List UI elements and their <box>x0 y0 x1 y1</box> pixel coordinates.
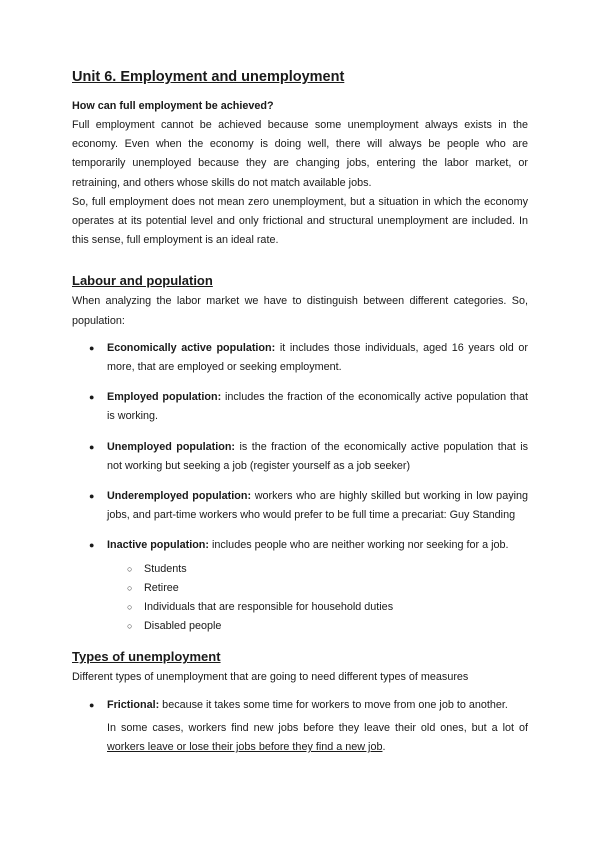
page-title: Unit 6. Employment and unemployment <box>72 69 345 85</box>
list-item-text: it includes those individuals, aged 16 years old or more, that are employed or seeking employment. <box>107 341 528 374</box>
bullet-icon: ● <box>89 392 95 403</box>
labour-intro: When analyzing the labor market we have to distinguish between different categories. So, population: <box>72 295 528 327</box>
bullet-icon: ● <box>89 342 95 353</box>
frictional-followup: In some cases, workers find new jobs before they leave their old ones, but a lot of workers leave or lose their jobs before they find a new job. <box>107 721 528 754</box>
list-item <box>72 438 528 476</box>
list-item <box>72 388 528 426</box>
list-item-text: includes people who are neither working nor seeking for a job. <box>208 539 509 552</box>
list-item-term: Inactive population: <box>107 539 209 552</box>
inactive-sublist <box>107 560 528 637</box>
sub-list-item: ○ Students <box>107 560 528 579</box>
list-item-text: workers who are highly skilled but working in low paying jobs, and part-time workers who would prefer to be full time a precariat: Guy Standing <box>107 490 529 522</box>
list-item-term: Employed population: <box>107 391 222 404</box>
list-item-term: Underemployed population: <box>107 490 252 503</box>
full-employment-para-2: So, full employment does not mean zero unemployment, but a situation in which the economy operates at its potential level and only frictional and structural unemployment are included. In this sense, full employment is an ideal rate. <box>72 195 528 247</box>
types-section <box>72 648 528 757</box>
bullet-icon: ● <box>89 699 95 710</box>
sub-list-item: ○ Individuals that are responsible for household duties <box>107 598 528 617</box>
bullet-icon: ● <box>89 441 95 452</box>
list-item-text: is the fraction of the economically active population that is not working but seeking a job (register yourself as a job seeker) <box>107 440 528 472</box>
bullet-icon: ● <box>89 491 95 502</box>
underlined-text: workers leave or lose their jobs before they find a new job <box>107 741 383 754</box>
list-item-term: Frictional: <box>107 698 160 711</box>
circle-bullet-icon: ○ <box>127 582 133 593</box>
list-item-text: includes the fraction of the economically active population that is working. <box>107 391 528 423</box>
circle-bullet-icon: ○ <box>127 563 133 574</box>
circle-bullet-icon: ○ <box>127 621 133 632</box>
types-list <box>72 696 528 715</box>
list-item <box>72 536 528 636</box>
labour-section <box>72 272 528 636</box>
population-list <box>72 339 528 637</box>
list-item <box>72 696 528 715</box>
sub-list-item: ○ Retiree <box>107 579 528 598</box>
full-employment-heading: How can full employment be achieved? <box>72 100 274 112</box>
types-intro: Different types of unemployment that are going to need different types of measures <box>72 671 469 684</box>
list-item <box>72 487 528 525</box>
circle-bullet-icon: ○ <box>127 602 133 613</box>
list-item <box>72 339 528 377</box>
list-item-term: Unemployed population: <box>107 440 236 453</box>
list-item-term: Economically active population: <box>107 341 276 354</box>
list-item-text: because it takes some time for workers to move from one job to another. <box>159 698 508 711</box>
types-heading: Types of unemployment <box>72 649 221 665</box>
document-page <box>72 68 528 757</box>
labour-heading: Labour and population <box>72 273 213 289</box>
bullet-icon: ● <box>89 540 95 551</box>
sub-list-item: ○ Disabled people <box>107 617 528 636</box>
full-employment-para-1: Full employment cannot be achieved because some unemployment always exists in the economy. Even when the economy is doing well, there will always be people who are temporarily unemployed because they are changing jobs, entering the labor market, or retraining, and others whose skills do not match available jobs. <box>72 119 528 189</box>
